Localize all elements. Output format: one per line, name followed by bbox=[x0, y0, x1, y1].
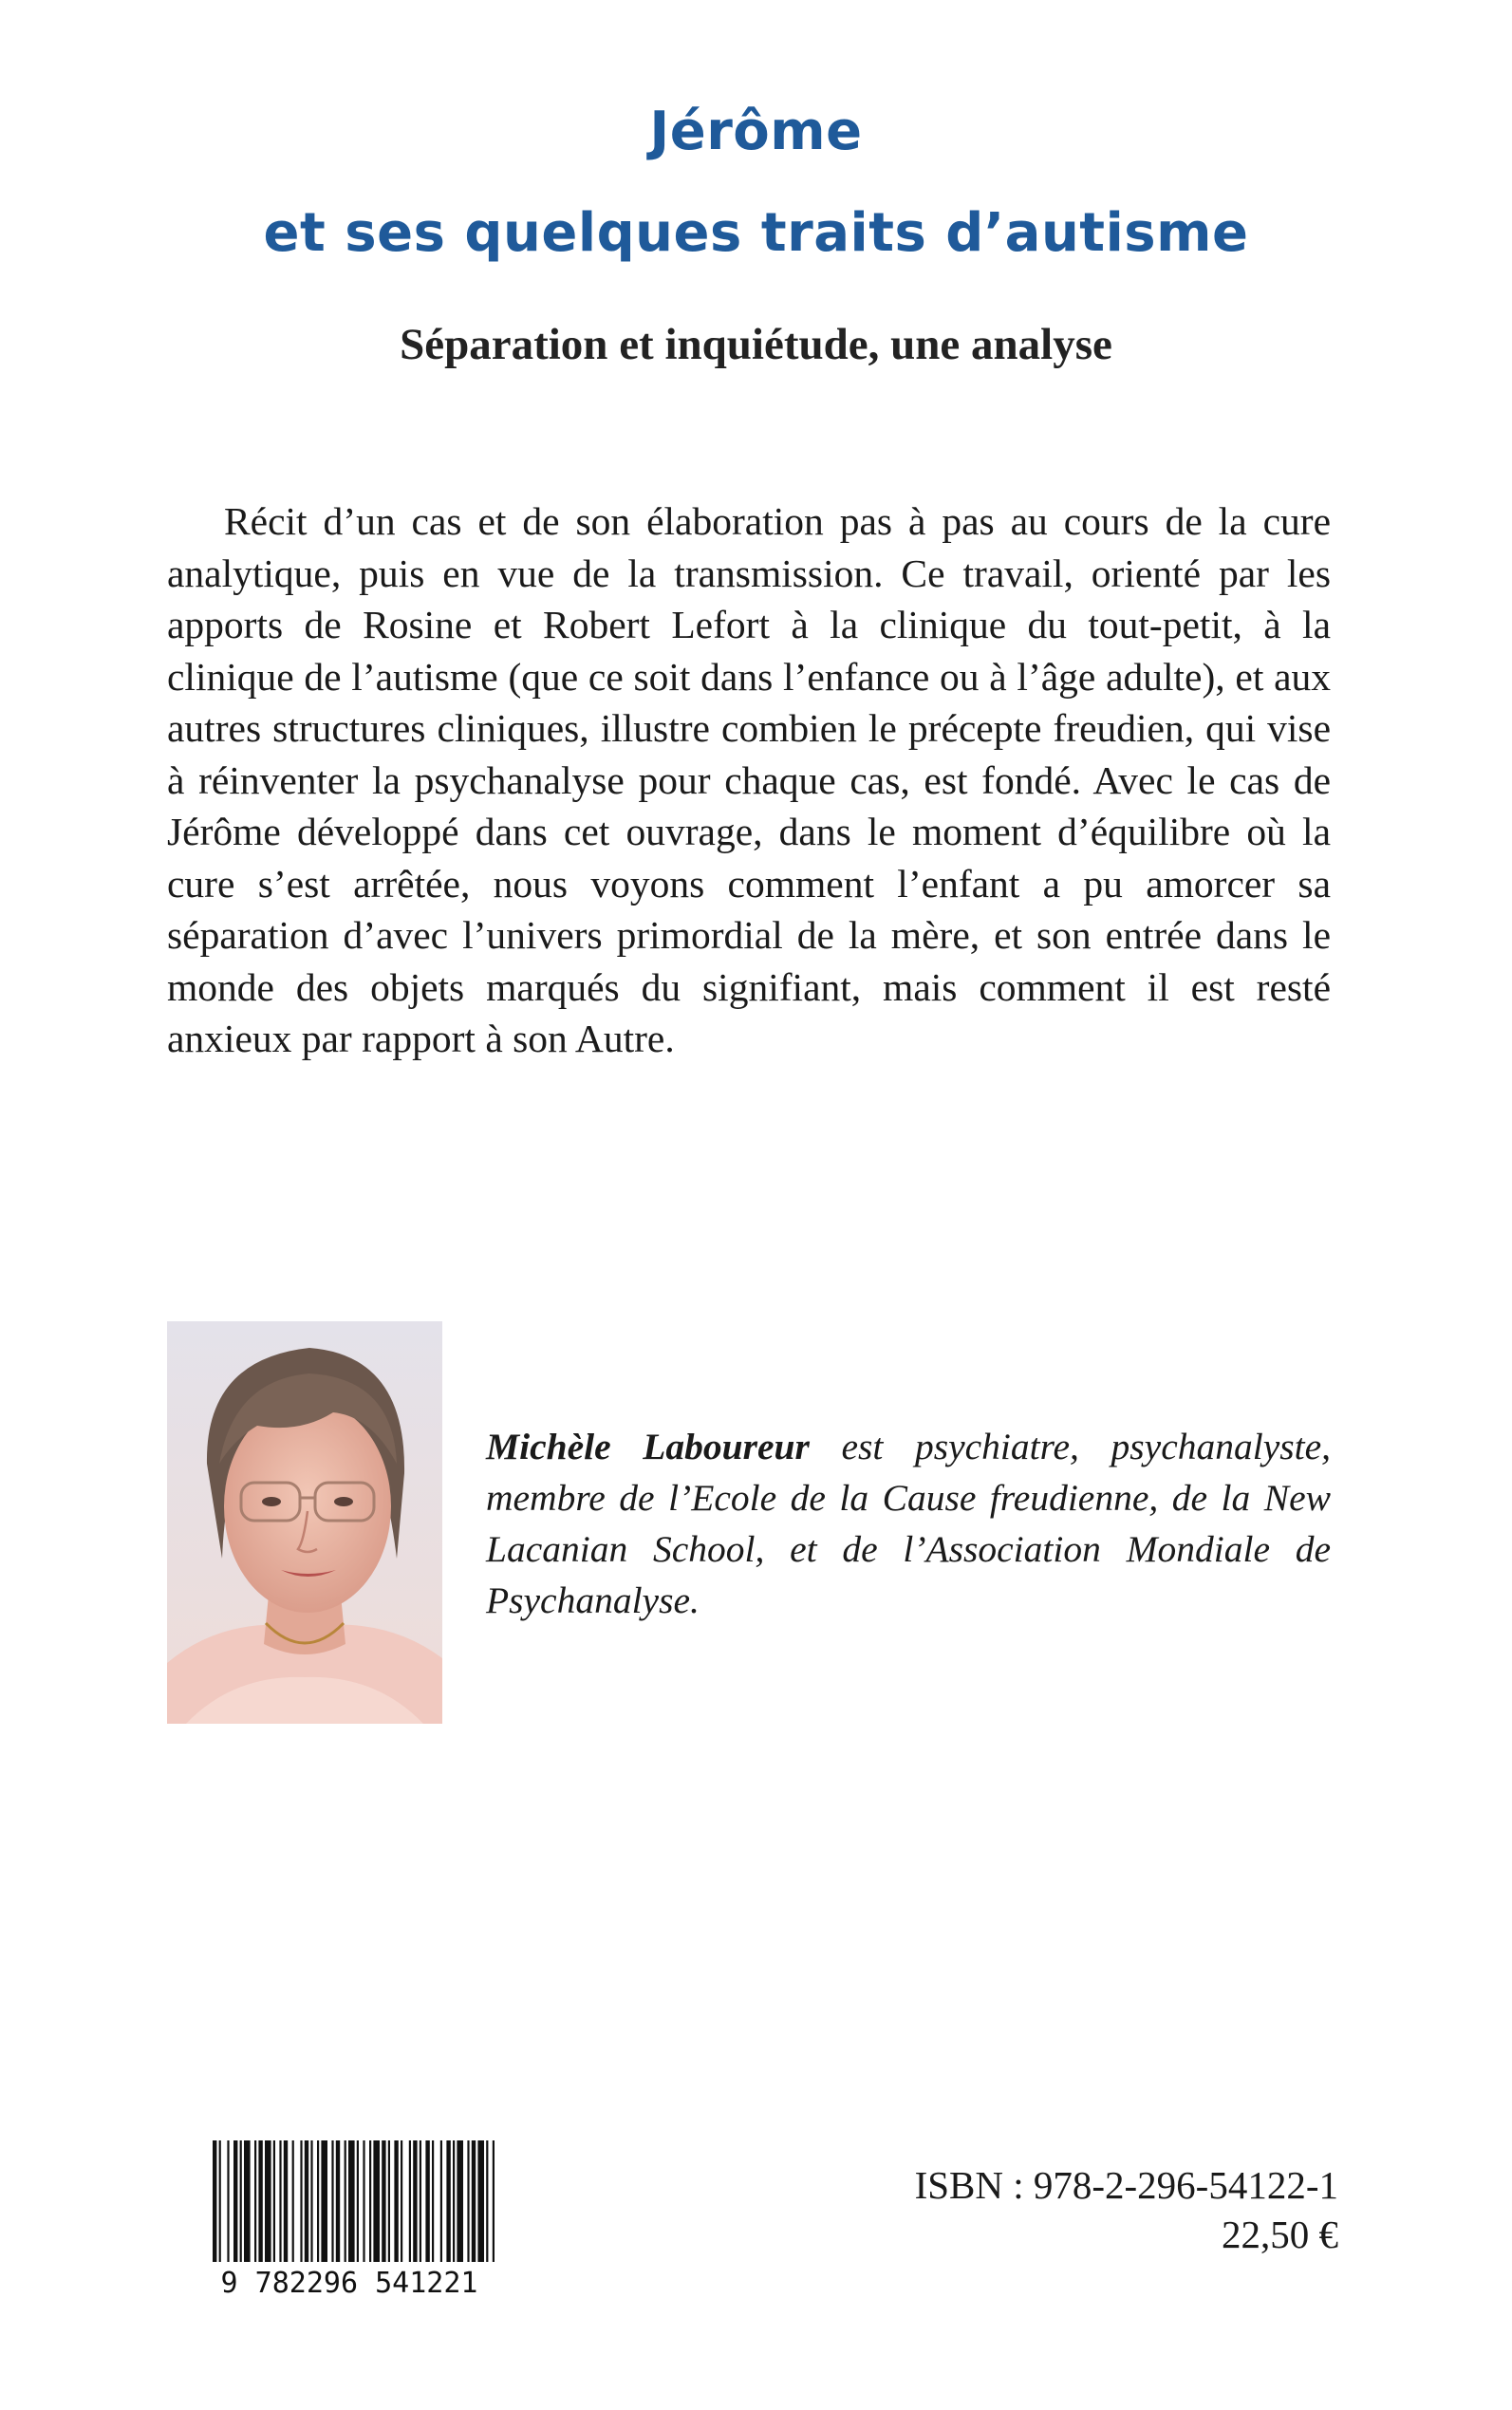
barcode-bar bbox=[394, 2140, 398, 2262]
barcode-bar bbox=[331, 2140, 333, 2262]
barcode-bar bbox=[420, 2140, 421, 2262]
barcode-bar bbox=[457, 2140, 463, 2262]
barcode-bar bbox=[284, 2140, 288, 2262]
barcode-bar bbox=[425, 2140, 429, 2262]
barcode-bar bbox=[345, 2140, 346, 2262]
barcode-bar bbox=[453, 2140, 455, 2262]
barcode-bar bbox=[467, 2140, 469, 2262]
isbn-number: ISBN : 978-2-296-54122-1 bbox=[914, 2163, 1338, 2207]
barcode-bar bbox=[227, 2140, 229, 2262]
barcode-bar bbox=[477, 2140, 484, 2262]
barcode-bar bbox=[472, 2140, 476, 2262]
barcode-bar bbox=[440, 2140, 442, 2262]
barcode-bar bbox=[486, 2140, 488, 2262]
book-title-line-2: et ses quelques traits d’autisme bbox=[263, 202, 1249, 264]
barcode-bar bbox=[446, 2140, 450, 2262]
barcode-bar bbox=[493, 2140, 495, 2262]
barcode-bar bbox=[432, 2140, 434, 2262]
barcode-bar bbox=[348, 2140, 355, 2262]
author-photo bbox=[167, 1321, 442, 1724]
book-title-line-1: Jérôme bbox=[649, 101, 863, 162]
barcode-bars bbox=[213, 2140, 495, 2262]
price: 22,50 € bbox=[1222, 2213, 1338, 2256]
barcode-bar bbox=[244, 2140, 251, 2262]
barcode-bar bbox=[373, 2140, 380, 2262]
barcode-bar bbox=[409, 2140, 411, 2262]
barcode-bar bbox=[363, 2140, 364, 2262]
book-subtitle: Séparation et inquiétude, une analyse bbox=[400, 320, 1112, 369]
barcode-bar bbox=[401, 2140, 402, 2262]
author-bio bbox=[486, 1421, 1331, 1626]
barcode-bar bbox=[258, 2140, 262, 2262]
barcode-bar bbox=[305, 2140, 308, 2262]
barcode-bar bbox=[321, 2140, 327, 2262]
barcode-bar bbox=[254, 2140, 256, 2262]
barcode-bar bbox=[300, 2140, 302, 2262]
barcode-bar bbox=[357, 2140, 359, 2262]
barcode-bar bbox=[213, 2140, 216, 2262]
barcode-bar bbox=[233, 2140, 237, 2262]
barcode-bar bbox=[240, 2140, 242, 2262]
barcode-bar bbox=[388, 2140, 390, 2262]
isbn-barcode bbox=[190, 2140, 509, 2297]
barcode-bar bbox=[413, 2140, 417, 2262]
back-cover-blurb: Récit d’un cas et de son élaboration pas à pas au cours de la cure analytique, puis en vue de la transmission. Ce travail, orienté par les apports de Rosine et Robert Lefort à la clinique du tout-petit, à la clinique de l’autisme (que ce soit dans l’enfance ou à l’âge adulte), et aux autres structures cliniques, illustre combien le précepte freudien, qui vise à réinventer la psychanalyse pour chaque cas, est fondé. Avec le cas de Jérôme développé dans cet ouvrage, dans le moment d’équilibre où la cure s’est arrêtée, nous voyons comment l’enfant a pu amorcer sa séparation d’avec l’univers primordial de la mère, et son entrée dans le monde des objets marqués du signifiant, mais comment il est resté anxieux par rapport à son Autre. bbox=[167, 499, 1331, 1060]
author-bio-text: est psychiatre, psychanalyste, membre de l’Ecole de la Cause freudienne, de la New Lacanian School, et de l’Association Mondiale de Psychanalyse. bbox=[486, 1426, 1331, 1621]
barcode-bar bbox=[279, 2140, 281, 2262]
barcode-bar bbox=[317, 2140, 319, 2262]
barcode-digits: 9 782296 541221 bbox=[220, 2267, 478, 2297]
barcode-bar bbox=[369, 2140, 371, 2262]
author-name: Michèle Laboureur bbox=[486, 1426, 810, 1467]
barcode-bar bbox=[219, 2140, 221, 2262]
barcode-bar bbox=[292, 2140, 294, 2262]
barcode-bar bbox=[265, 2140, 271, 2262]
barcode-bar bbox=[382, 2140, 385, 2262]
barcode-bar bbox=[273, 2140, 275, 2262]
barcode-bar bbox=[336, 2140, 340, 2262]
barcode-bar bbox=[310, 2140, 312, 2262]
